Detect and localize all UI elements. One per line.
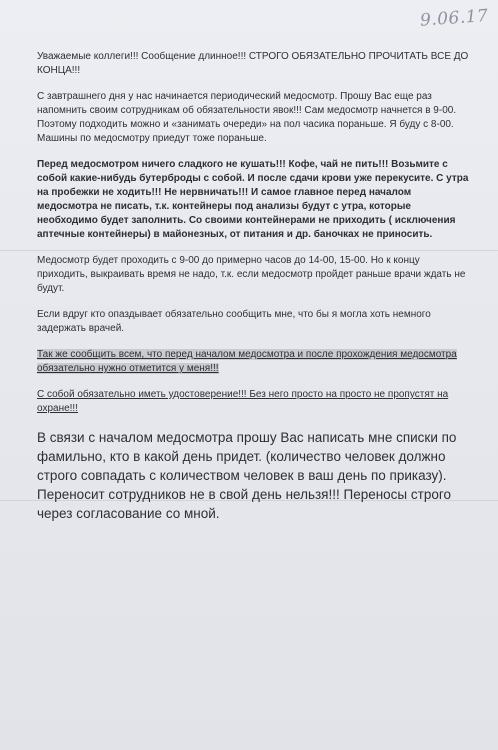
rules-paragraph: Перед медосмотром ничего сладкого не кушать!!! Кофе, чай не пить!!! Возьмите с собой какие-нибудь бутерброды с собой. И после сдачи крови уже перекусите. С утра на пробежки не ходить!!! Не нервничать!!! И самое главное перед началом медосмотра не писать, т.к. контейнеры под анализы будут с утра, которые необходимо будет заполнить. Со своими контейнерами не приходить ( исключения аптечные контейнеры) в майонезных, от питания и др. баночках не приносить. — [37, 159, 469, 240]
letter-body — [37, 50, 469, 535]
schedule-paragraph: С завтрашнего дня у нас начинается периодический медосмотр. Прошу Вас еще раз напомнить своим сотрудникам об обязательности явок!!! Сам медосмотр начнется в 9-00. Поэтому подходить можно и «занимать очереди» на пол часика пораньше. Я буду с 8-00. Машины по медосмотру приедут тоже пораньше. — [37, 91, 457, 144]
duration-paragraph: Медосмотр будет проходить с 9-00 до примерно часов до 14-00, 15-00. Но к концу приходить, выкраивать время не надо, т.к. если медосмотр пройдет раньше врачи ждать не будут. — [37, 255, 466, 294]
greeting-paragraph: Уважаемые коллеги!!! Сообщение длинное!!! СТРОГО ОБЯЗАТЕЛЬНО ПРОЧИТАТЬ ВСЕ ДО КОНЦА!!! — [37, 51, 469, 76]
id-card-paragraph — [37, 388, 469, 416]
lists-request-paragraph: В связи с началом медосмотра прошу Вас написать мне списки по фамильно, кто в какой день придет. (количество человек должно строго совпадать с количеством человек в ваш день по приказу). Переносит сотрудников не в свой день нельзя!!! Переносы строго через согласование со мной. — [37, 430, 457, 521]
handwritten-date: 9.06.17 — [419, 5, 490, 31]
check-in-paragraph — [37, 348, 469, 376]
id-card-text: С собой обязательно иметь удостоверение!!! Без него просто на просто не пропустят на охране!!! — [37, 389, 449, 414]
late-notice-paragraph: Если вдруг кто опаздывает обязательно сообщить мне, что бы я могла хоть немного задержать врачей. — [37, 309, 431, 334]
check-in-text: Так же сообщить всем, что перед началом медосмотра и после прохождения медосмотра обязательно нужно отметится у меня!!! — [37, 349, 457, 374]
